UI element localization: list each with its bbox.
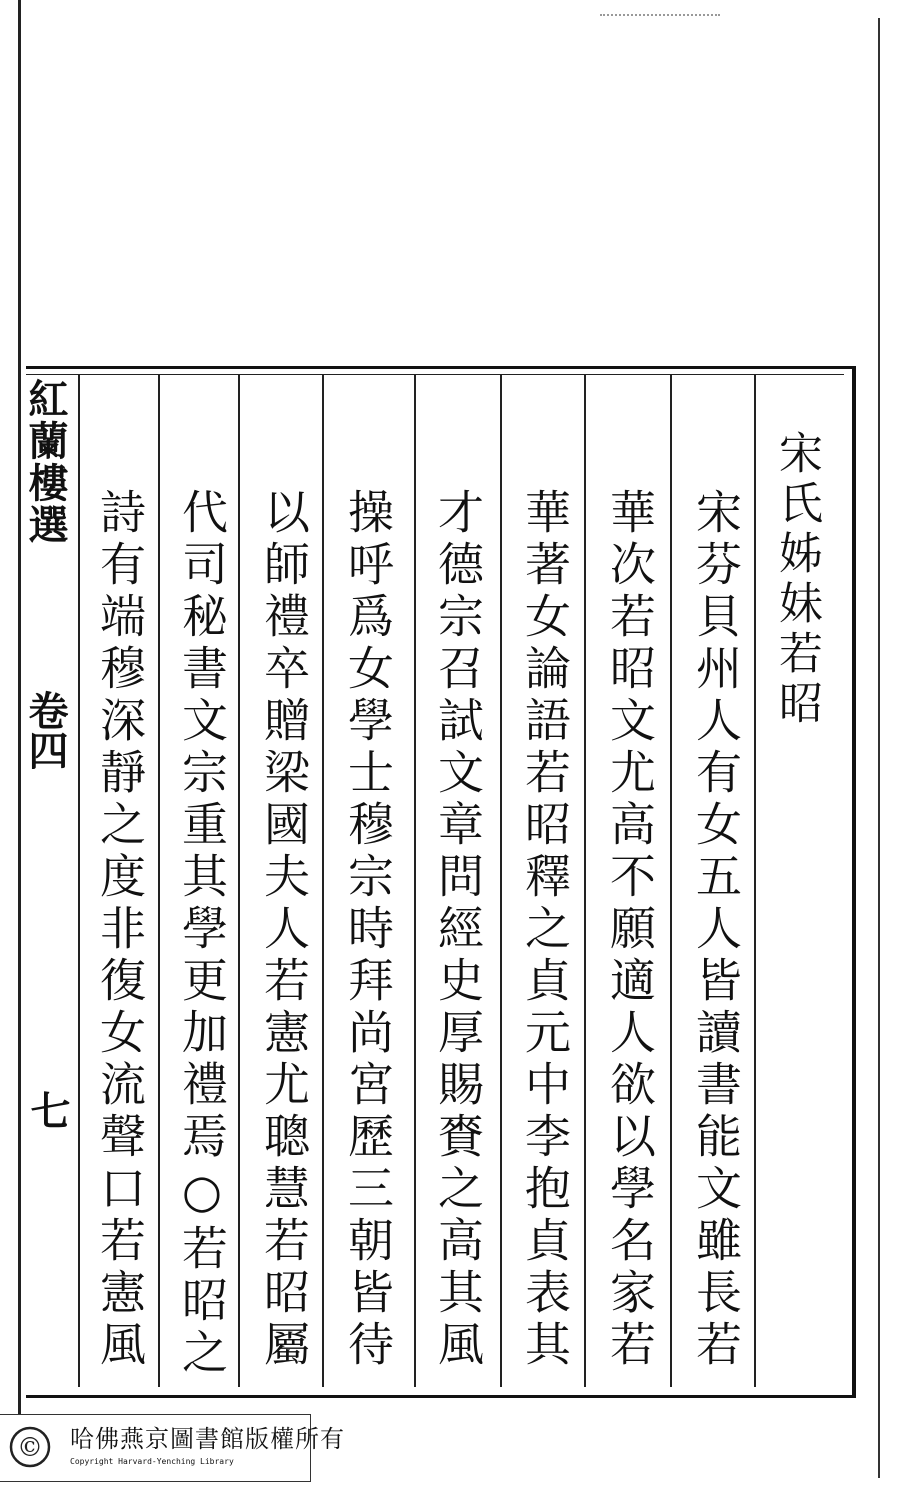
copyright-icon <box>8 1425 52 1469</box>
text-column-8: 詩有端穆深靜之度非復女流聲口若憲風 <box>93 488 147 1372</box>
copyright-chinese: 哈佛燕京圖書館版權所有 <box>70 1425 345 1453</box>
frame-inner-rule <box>26 374 844 375</box>
column-rule <box>78 375 80 1387</box>
text-column-3: 華著女論語若昭釋之貞元中李抱貞表其 <box>518 488 572 1372</box>
column-rule <box>584 375 586 1387</box>
text-column-5: 操呼爲女學士穆宗時拜尚宮歷三朝皆待 <box>341 488 395 1372</box>
page-right-edge <box>878 18 880 1478</box>
copyright-symbol: © <box>17 1433 43 1463</box>
copyright-box <box>0 1414 345 1482</box>
text-column-2: 華次若昭文尤高不願適人欲以學名家若 <box>603 488 657 1372</box>
top-edge-mark <box>600 14 720 18</box>
copyright-english: Copyright Harvard-Yenching Library <box>70 1457 234 1466</box>
column-rule <box>158 375 160 1387</box>
margin-volume-number: 卷四 <box>22 690 69 770</box>
column-rule <box>670 375 672 1387</box>
margin-book-title: 紅蘭樓選 <box>22 378 69 546</box>
column-rule <box>322 375 324 1387</box>
page-fold-line <box>18 0 21 1415</box>
column-rule <box>414 375 416 1387</box>
text-column-1: 宋芬貝州人有女五人皆讀書能文雖長若 <box>689 488 743 1372</box>
column-rule <box>238 375 240 1387</box>
text-column-4: 才德宗召試文章問經史厚賜賚之高其風 <box>431 488 485 1372</box>
column-rule <box>500 375 502 1387</box>
text-column-6: 以師禮卒贈梁國夫人若憲尤聰慧若昭屬 <box>257 488 311 1372</box>
column-rule <box>754 375 756 1387</box>
margin-page-number: 七 <box>24 1090 71 1130</box>
section-title: 宋氏姊妹若昭 <box>771 430 822 730</box>
text-column-7: 代司秘書文宗重其學更加禮焉○若昭之 <box>175 488 229 1380</box>
